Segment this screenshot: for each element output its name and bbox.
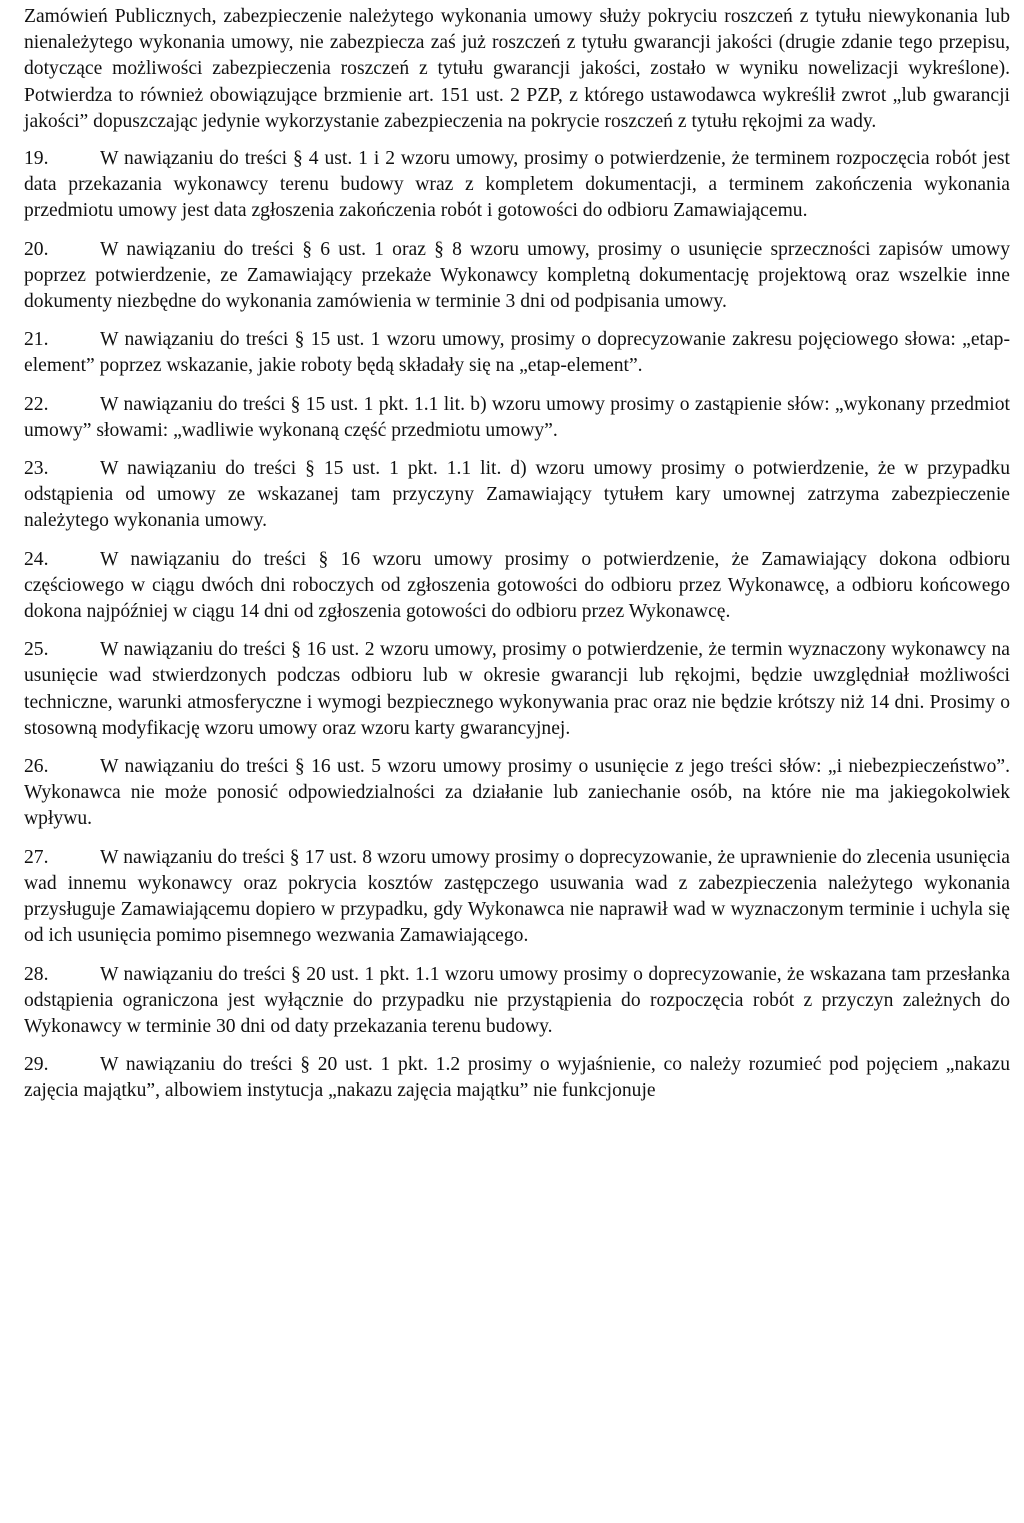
item-number: 27. bbox=[24, 846, 49, 868]
question-item-22 bbox=[24, 392, 1010, 444]
question-item-29 bbox=[24, 1052, 1010, 1104]
item-text: W nawiązaniu do treści § 15 ust. 1 pkt. 1.1 lit. d) wzoru umowy prosimy o potwierdzenie, że w przypadku odstąpienia od umowy ze wskazanej tam przyczyny Zamawiający tytułem kary umownej zatrzyma zabezpieczenie należytego wykonania umowy. bbox=[24, 458, 1010, 532]
item-text: W nawiązaniu do treści § 17 ust. 8 wzoru umowy prosimy o doprecyzowanie, że uprawnienie do zlecenia usunięcia wad innemu wykonawcy oraz pokrycia kosztów zastępczego usuwania wad z zabezpieczenia należytego wykonania przysługuje Zamawiającemu dopiero w przypadku, gdy Wykonawca nie naprawił wad w wyznaczonym terminie i uchyla się od ich usunięcia pomimo pisemnego wezwania Zamawiającego. bbox=[24, 846, 1010, 947]
item-text: W nawiązaniu do treści § 4 ust. 1 i 2 wzoru umowy, prosimy o potwierdzenie, że terminem rozpoczęcia robót jest data przekazania wykonawcy terenu budowy wraz z kompletem dokumentacji, a terminem zakończenia wykonania przedmiotu umowy jest data zgłoszenia zakończenia robót i gotowości do odbioru Zamawiającemu. bbox=[24, 148, 1010, 222]
item-text: W nawiązaniu do treści § 16 ust. 2 wzoru umowy, prosimy o potwierdzenie, że termin wyznaczony wykonawcy na usunięcie wad stwierdzonych podczas odbioru lub w okresie gwarancji lub rękojmi, będzie uwzględniał możliwości techniczne, warunki atmosferyczne i wymogi bezpiecznego wykonywania prac oraz nie będzie krótszy niż 14 dni. Prosimy o stosowną modyfikację wzoru umowy oraz wzoru karty gwarancyjnej. bbox=[24, 639, 1010, 739]
document-page bbox=[24, 4, 1010, 1117]
question-item-24 bbox=[24, 547, 1010, 626]
item-text: W nawiązaniu do treści § 15 ust. 1 wzoru umowy, prosimy o doprecyzowanie zakresu pojęciowego słowa: „etap-element” poprzez wskazanie, jakie roboty będą składały się na „etap-element”. bbox=[24, 329, 1010, 377]
item-number: 21. bbox=[24, 329, 49, 351]
item-text: W nawiązaniu do treści § 16 wzoru umowy prosimy o potwierdzenie, że Zamawiający dokona odbioru częściowego w ciągu dwóch dni roboczych od zgłoszenia gotowości do odbioru przez Wykonawcę, a odbioru końcowego dokona najpóźniej w ciągu 14 dni od zgłoszenia gotowości do odbioru przez Wykonawcę. bbox=[24, 548, 1010, 623]
item-number: 22. bbox=[24, 393, 49, 415]
intro-paragraph: Zamówień Publicznych, zabezpieczenie należytego wykonania umowy służy pokryciu roszczeń z tytułu niewykonania lub nienależytego wykonania umowy, nie zabezpiecza zaś już roszczeń z tytułu gwarancji jakości (drugie zdanie tego przepisu, dotyczące możliwości zabezpieczenia roszczeń z tytułu gwarancji jakości, zostało w wyniku nowelizacji wykreślone). Potwierdza to również obowiązujące brzmienie art. 151 ust. 2 PZP, z którego ustawodawca wykreślił zwrot „lub gwarancji jakości” dopuszczając jedynie wykorzystanie zabezpieczenia na pokrycie roszczeń z tytułu rękojmi za wady. bbox=[24, 6, 1010, 132]
item-text: W nawiązaniu do treści § 20 ust. 1 pkt. 1.1 wzoru umowy prosimy o doprecyzowanie, że wskazana tam przesłanka odstąpienia ograniczona jest wyłącznie do przypadku nie przystąpienia do rozpoczęcia robót z przyczyn zależnych do Wykonawcy w terminie 30 dni od daty przekazania terenu budowy. bbox=[24, 963, 1010, 1037]
question-item-21 bbox=[24, 327, 1010, 379]
item-number: 28. bbox=[24, 963, 49, 985]
item-number: 23. bbox=[24, 458, 49, 480]
item-text: W nawiązaniu do treści § 6 ust. 1 oraz § 8 wzoru umowy, prosimy o usunięcie sprzeczności zapisów umowy poprzez potwierdzenie, ze Zamawiający przekaże Wykonawcy kompletną dokumentację projektową oraz wszelkie inne dokumenty niezbędne do wykonania zamówienia w terminie 3 dni od podpisania umowy. bbox=[24, 238, 1010, 313]
question-item-23 bbox=[24, 456, 1010, 535]
item-number: 25. bbox=[24, 639, 49, 661]
question-item-28 bbox=[24, 962, 1010, 1041]
item-number: 29. bbox=[24, 1054, 49, 1076]
item-number: 19. bbox=[24, 148, 49, 170]
question-item-19 bbox=[24, 146, 1010, 225]
question-item-25 bbox=[24, 637, 1010, 742]
item-number: 26. bbox=[24, 756, 49, 778]
item-number: 20. bbox=[24, 238, 49, 260]
item-text: W nawiązaniu do treści § 15 ust. 1 pkt. 1.1 lit. b) wzoru umowy prosimy o zastąpienie słów: „wykonany przedmiot umowy” słowami: „wadliwie wykonaną część przedmiotu umowy”. bbox=[24, 393, 1010, 441]
item-text: W nawiązaniu do treści § 16 ust. 5 wzoru umowy prosimy o usunięcie z jego treści słów: „i niebezpieczeństwo”. Wykonawca nie może ponosić odpowiedzialności za działanie lub zaniechanie osób, na które nie ma jakiegokolwiek wpływu. bbox=[24, 756, 1010, 830]
item-text: W nawiązaniu do treści § 20 ust. 1 pkt. 1.2 prosimy o wyjaśnienie, co należy rozumieć pod pojęciem „nakazu zajęcia majątku”, albowiem instytucja „nakazu zajęcia majątku” nie funkcjonuje bbox=[24, 1054, 1010, 1102]
question-item-26 bbox=[24, 754, 1010, 833]
question-item-27 bbox=[24, 845, 1010, 950]
question-item-20 bbox=[24, 237, 1010, 316]
item-number: 24. bbox=[24, 548, 49, 570]
